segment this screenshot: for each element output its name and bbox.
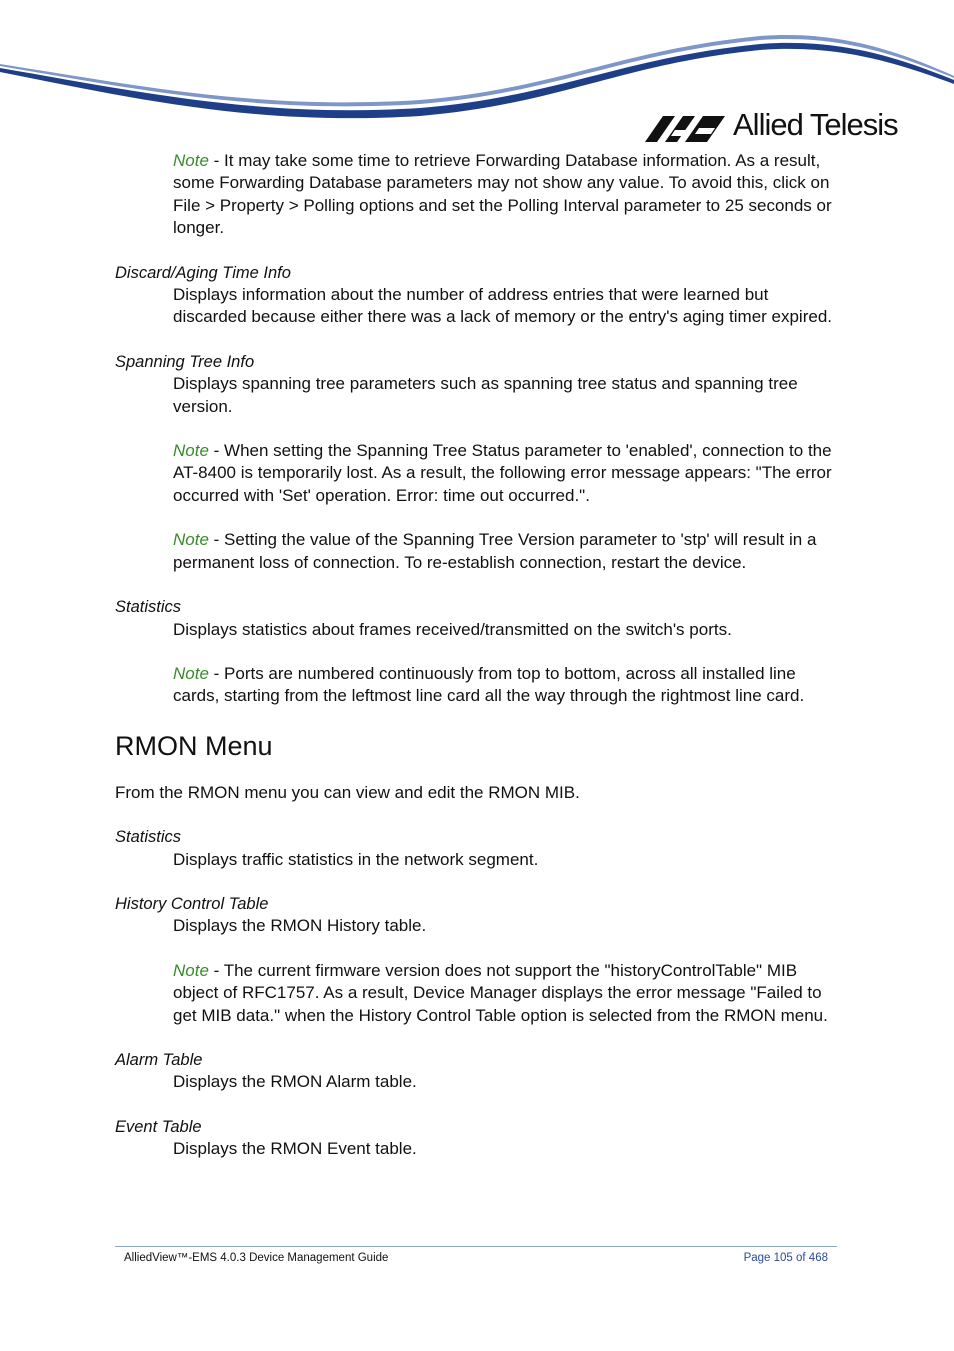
section-heading-rmon: RMON Menu: [115, 730, 273, 761]
desc-discard-aging: Displays information about the number of address entries that were learned but discarded because either there was a lack of memory or the entry's aging timer expired.: [173, 285, 833, 327]
term-rmon-statistics: Statistics: [115, 828, 182, 847]
footer-guide-title: AlliedView™-EMS 4.0.3 Device Management Guide: [124, 1252, 389, 1264]
page-content: [115, 150, 845, 1161]
note-spanning-tree-version: [173, 529, 845, 574]
note-label: Note: [173, 530, 209, 550]
term-event-table: Event Table: [115, 1117, 202, 1136]
note-ports-numbered: [173, 663, 845, 708]
term-spanning-tree: Spanning Tree Info: [115, 352, 255, 371]
term-alarm-table: Alarm Table: [115, 1050, 203, 1069]
logo-text: Allied Telesis: [733, 107, 898, 142]
allied-telesis-logo: [645, 108, 905, 148]
desc-alarm-table: Displays the RMON Alarm table.: [173, 1072, 417, 1092]
footer-divider: [115, 1246, 837, 1247]
note-spanning-tree-status: [173, 440, 845, 507]
note-label: Note: [173, 960, 209, 980]
term-discard-aging: Discard/Aging Time Info: [115, 263, 291, 282]
note-text: - When setting the Spanning Tree Status parameter to 'enabled', connection to the AT-8400 is temporarily lost. As a result, the following error message appears: "The error occurred with 'Set' operation. Error: time out occurred.".: [173, 441, 832, 505]
desc-event-table: Displays the RMON Event table.: [173, 1139, 417, 1159]
note-history-control: [173, 960, 845, 1027]
note-text: - The current firmware version does not support the "historyControlTable" MIB object of RFC1757. As a result, Device Manager displays the error message "Failed to get MIB data." when the History Control Table option is selected from the RMON menu.: [173, 960, 828, 1025]
note-text: - Ports are numbered continuously from top to bottom, across all installed line cards, starting from the leftmost line card all the way through the rightmost line card.: [173, 663, 805, 706]
note-label: Note: [173, 441, 209, 461]
desc-statistics: Displays statistics about frames received/transmitted on the switch's ports.: [173, 619, 732, 639]
term-history-control: History Control Table: [115, 894, 269, 913]
note-label: Note: [173, 151, 209, 170]
rmon-intro: From the RMON menu you can view and edit the RMON MIB.: [115, 782, 580, 802]
note-text: - It may take some time to retrieve Forwarding Database information. As a result, some Forwarding Database parameters may not show any value. To avoid this, click on File > Property > Polling options and set the Polling Interval parameter to 25 seconds or longer.: [173, 151, 832, 238]
desc-rmon-statistics: Displays traffic statistics in the network segment.: [173, 849, 539, 869]
desc-history-control: Displays the RMON History table.: [173, 916, 427, 936]
note-text: - Setting the value of the Spanning Tree Version parameter to 'stp' will result in a permanent loss of connection. To re-establish connection, restart the device.: [173, 530, 817, 572]
footer-page-number: Page 105 of 468: [743, 1252, 828, 1264]
logo-mark-icon: [645, 114, 729, 144]
term-statistics: Statistics: [115, 598, 182, 617]
desc-spanning-tree: Displays spanning tree parameters such as spanning tree status and spanning tree version.: [173, 374, 798, 416]
note-label: Note: [173, 663, 209, 683]
note-forwarding-database: [173, 150, 845, 240]
